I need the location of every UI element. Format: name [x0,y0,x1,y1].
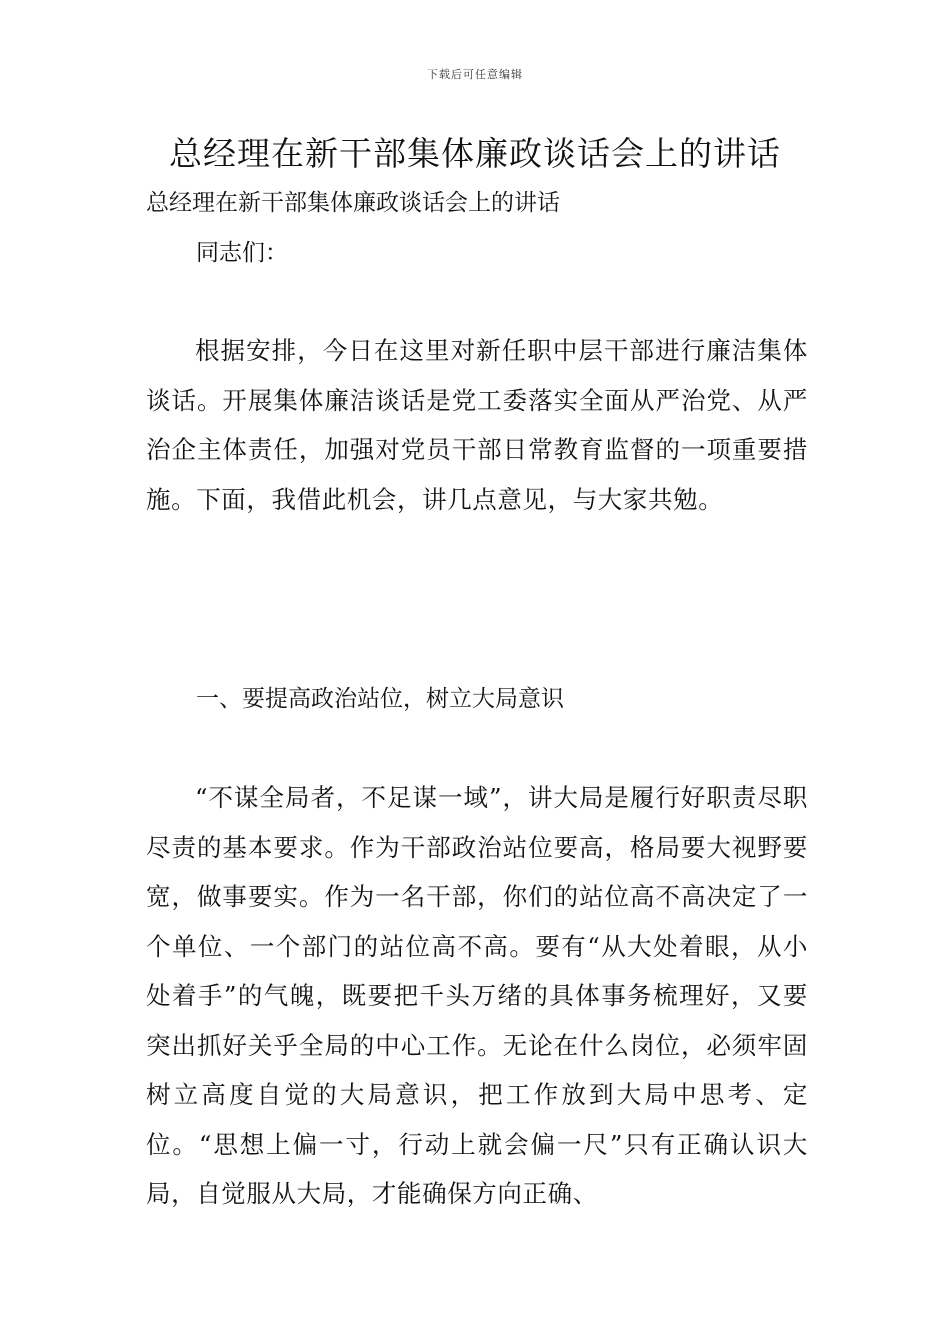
header-note: 下载后可任意编辑 [427,68,523,81]
document-title: 总经理在新干部集体廉政谈话会上的讲话 [169,134,781,173]
paragraph-section-1: “不谋全局者，不足谋一域”，讲大局是履行好职责尽职尽责的基本要求。作为干部政治站位要高，格局要大视野要宽，做事要实。作为一名干部，你们的站位高不高决定了一个单位、一个部门的站位高不高。要有“从大处着眼，从小处着手”的气魄，既要把千头万绪的具体事务梳理好，又要突出抓好关乎全局的中心工作。无论在什么岗位，必须牢固树立高度自觉的大局意识，把工作放到大局中思考、定位。“思想上偏一寸，行动上就会偏一尺”只有正确认识大局，自觉服从大局，才能确保方向正确、 [146,783,808,1208]
paragraph-intro: 根据安排，今日在这里对新任职中层干部进行廉洁集体谈话。开展集体廉洁谈话是党工委落实全面从严治党、从严治企主体责任，加强对党员干部日常教育监督的一项重要措施。下面，我借此机会，讲几点意见，与大家共勉。 [146,336,808,514]
section-heading-1: 一、要提高政治站位，树立大局意识 [196,686,564,712]
salutation: 同志们： [196,240,288,266]
document-subtitle: 总经理在新干部集体廉政谈话会上的讲话 [146,190,560,216]
